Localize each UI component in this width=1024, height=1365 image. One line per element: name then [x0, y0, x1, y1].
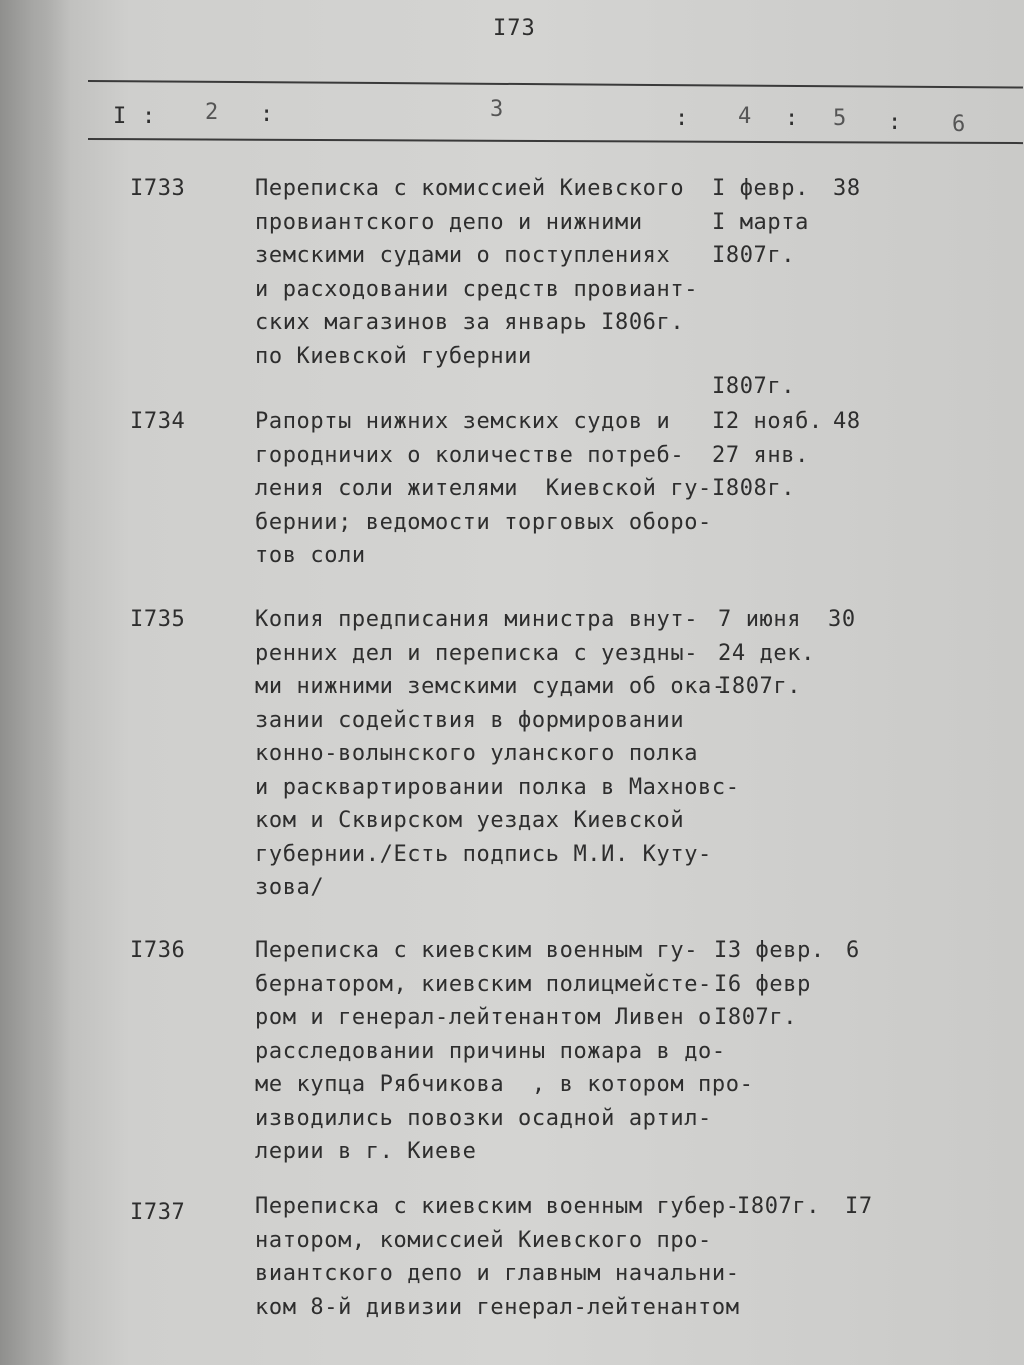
- description-line: ренних дел и переписка с уездны-: [255, 640, 699, 666]
- description-line: ми нижними земскими судами об ока-: [255, 674, 726, 699]
- entry-sheet-count: 48: [833, 409, 861, 434]
- date-line: I3 февр.: [714, 938, 825, 963]
- description-line: натором, комиссией Киевского про-: [255, 1227, 712, 1253]
- date-line: I2 нояб.: [712, 409, 823, 434]
- description-line: ком 8-й дивизии генерал-лейтенантом: [255, 1294, 740, 1320]
- date-line: I808г.: [712, 476, 796, 501]
- description-line: изводились повозки осадной артил-: [255, 1105, 712, 1131]
- entry-description: [255, 934, 754, 1169]
- header-col-1: I: [113, 104, 127, 129]
- entry-sheet-count: I7: [845, 1194, 873, 1219]
- entry-dates: [718, 603, 828, 704]
- description-line: бернии; ведомости торговых оборо-: [255, 509, 712, 535]
- description-line: бернатором, киевским полицмейсте-: [255, 971, 712, 997]
- page-number: I73: [493, 16, 536, 41]
- header-separator: :: [785, 106, 799, 131]
- description-line: зова/: [255, 875, 325, 900]
- entry-number: I734: [130, 409, 186, 434]
- header-col-3: 3: [490, 97, 504, 122]
- description-line: и расквартировании полка в Махновс-: [255, 774, 740, 800]
- description-line: конно-волынского уланского полка: [255, 741, 699, 766]
- description-line: Переписка с киевским военным губер-: [255, 1194, 740, 1219]
- description-line: ром и генерал-лейтенантом Ливен о: [255, 1005, 712, 1030]
- entry-dates: [737, 1190, 847, 1224]
- description-line: расследовании причины пожара в до-: [255, 1038, 726, 1064]
- date-line: 24 дек.: [718, 640, 815, 666]
- header-col-2: 2: [205, 100, 219, 125]
- header-separator: :: [888, 110, 902, 135]
- book-spine-shadow: [0, 0, 70, 1365]
- description-line: губернии./Есть подпись М.И. Куту-: [255, 841, 712, 867]
- entry-number: I733: [130, 176, 186, 201]
- header-rule-bottom: [88, 138, 1023, 144]
- date-line: I807г.: [718, 674, 802, 699]
- header-col-4: 4: [738, 104, 752, 129]
- header-col-5: 5: [833, 106, 847, 131]
- description-line: Переписка с киевским военным гу-: [255, 938, 699, 963]
- entry-number: I736: [130, 938, 186, 963]
- date-line: I807г.: [712, 243, 796, 268]
- entry-dates: [712, 172, 822, 273]
- header-separator: :: [260, 102, 274, 127]
- description-line: ме купца Рябчикова , в котором про-: [255, 1072, 754, 1097]
- date-line: I февр.: [712, 176, 809, 201]
- header-separator: :: [675, 106, 689, 131]
- entry-description: [255, 172, 725, 373]
- entry-description: [255, 1190, 740, 1324]
- description-line: лерии в г. Киеве: [255, 1139, 477, 1164]
- description-line: Копия предписания министра внут-: [255, 607, 699, 632]
- entry-sheet-count: 38: [833, 176, 861, 201]
- date-line: I807г.: [737, 1194, 821, 1219]
- description-line: Рапорты нижних земских судов и: [255, 409, 671, 434]
- description-line: ских магазинов за январь I806г.: [255, 310, 685, 335]
- description-line: провиантского депо и нижними: [255, 209, 643, 235]
- description-line: тов соли: [255, 543, 366, 568]
- description-line: земскими судами о поступлениях: [255, 243, 671, 268]
- entry-number: I737: [130, 1200, 186, 1225]
- entry-sheet-count: 6: [846, 938, 860, 963]
- header-rule-top: [88, 80, 1023, 89]
- header-separator: :: [142, 104, 156, 129]
- description-line: виантского депо и главным начальни-: [255, 1261, 740, 1286]
- date-line: 27 янв.: [712, 442, 809, 468]
- header-col-6: 6: [952, 112, 966, 137]
- date-line: I807г.: [714, 1005, 798, 1030]
- entry-sheet-count: 30: [828, 607, 856, 632]
- entry-description: [255, 405, 725, 573]
- date-line: I марта: [712, 209, 809, 235]
- description-line: и расходовании средств провиант-: [255, 276, 699, 302]
- description-line: ком и Сквирском уездах Киевской: [255, 808, 685, 833]
- description-line: Переписка с комиссией Киевского: [255, 176, 685, 201]
- description-line: ления соли жителями Киевской гу-: [255, 476, 712, 501]
- description-line: зании содействия в формировании: [255, 707, 685, 733]
- date-line: 7 июня: [718, 607, 802, 632]
- date-line: I6 февр: [714, 971, 811, 997]
- entry-dates: [714, 934, 824, 1035]
- entry-dates: [712, 405, 822, 506]
- entry-number: I735: [130, 607, 186, 632]
- entry-year-note: I807г.: [712, 374, 796, 399]
- entry-description: [255, 603, 740, 905]
- description-line: по Киевской губернии: [255, 343, 532, 369]
- description-line: городничих о количестве потреб-: [255, 442, 685, 468]
